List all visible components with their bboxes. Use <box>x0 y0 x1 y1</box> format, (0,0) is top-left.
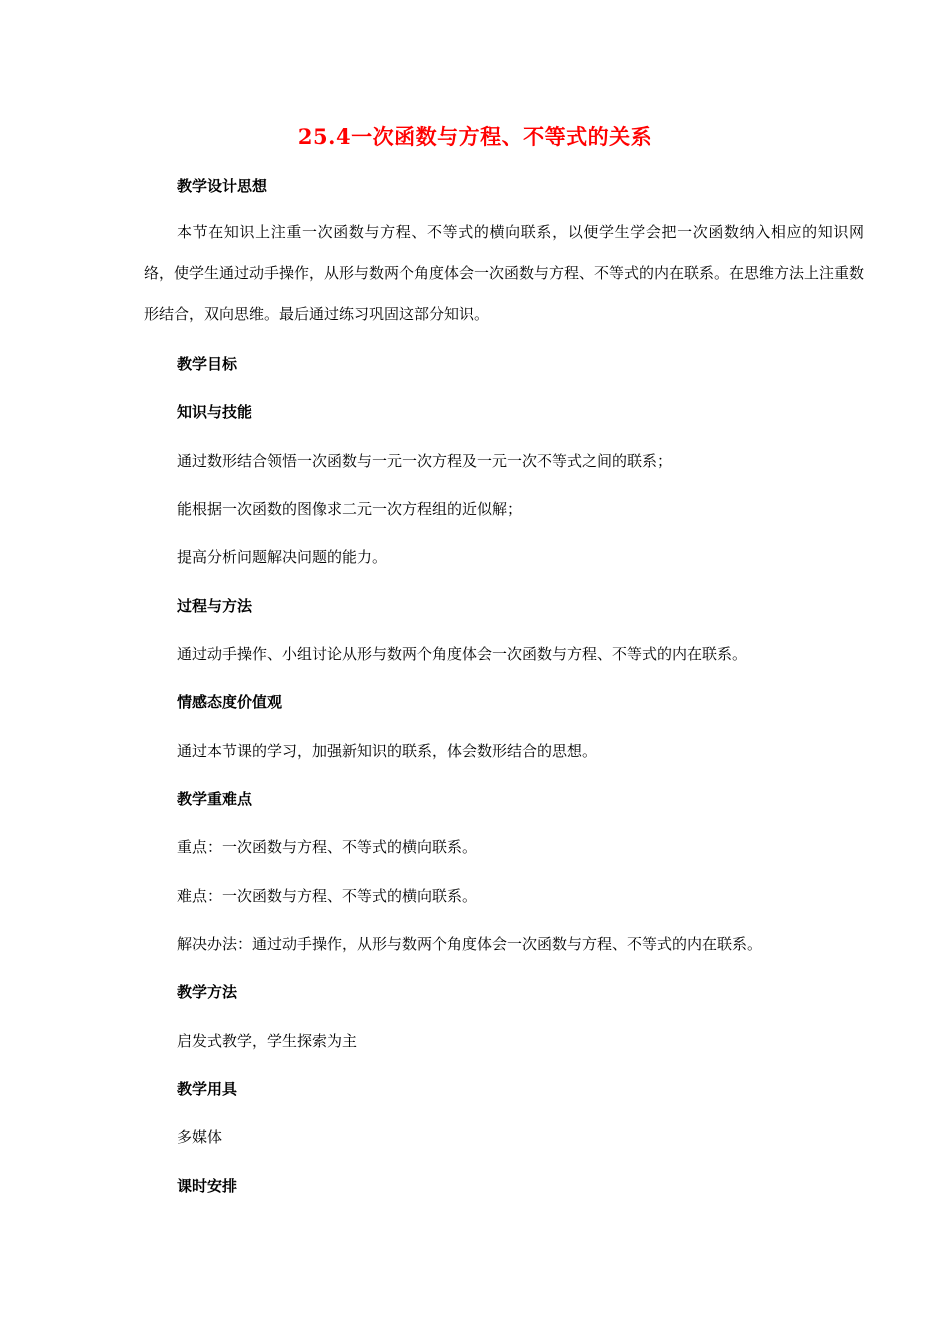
knowledge-item: 提高分析问题解决问题的能力。 <box>177 548 388 566</box>
heading-key-points: 教学重难点 <box>177 790 253 808</box>
design-idea-paragraph: 本节在知识上注重一次函数与方程、不等式的横向联系，以便学生学会把一次函数纳入相应的知识网络，使学生通过动手操作，从形与数两个角度体会一次函数与方程、不等式的内在联系。在思维方法上注重数形结合，双向思维。最后通过练习巩固这部分知识。 <box>144 223 865 323</box>
heading-method: 教学方法 <box>177 983 238 1001</box>
difficult-point-text: 难点：一次函数与方程、不等式的横向联系。 <box>177 887 478 905</box>
process-text: 通过动手操作、小组讨论从形与数两个角度体会一次函数与方程、不等式的内在联系。 <box>177 645 748 663</box>
heading-tools: 教学用具 <box>177 1080 238 1098</box>
tools-text: 多媒体 <box>177 1128 223 1146</box>
heading-schedule: 课时安排 <box>177 1177 238 1195</box>
key-point-text: 重点：一次函数与方程、不等式的横向联系。 <box>177 838 478 856</box>
attitude-text: 通过本节课的学习，加强新知识的联系，体会数形结合的思想。 <box>177 742 598 760</box>
heading-goals: 教学目标 <box>177 355 238 373</box>
knowledge-item: 通过数形结合领悟一次函数与一元一次方程及一元一次不等式之间的联系； <box>177 452 673 470</box>
document-title: 25.4一次函数与方程、不等式的关系 <box>297 124 653 149</box>
heading-knowledge: 知识与技能 <box>177 403 253 421</box>
heading-design-idea: 教学设计思想 <box>177 177 268 195</box>
heading-attitude: 情感态度价值观 <box>177 693 283 711</box>
knowledge-item: 能根据一次函数的图像求二元一次方程组的近似解； <box>177 500 523 518</box>
method-text: 启发式教学，学生探索为主 <box>177 1032 358 1050</box>
solution-text: 解决办法：通过动手操作，从形与数两个角度体会一次函数与方程、不等式的内在联系。 <box>177 935 763 953</box>
heading-process: 过程与方法 <box>177 597 253 615</box>
